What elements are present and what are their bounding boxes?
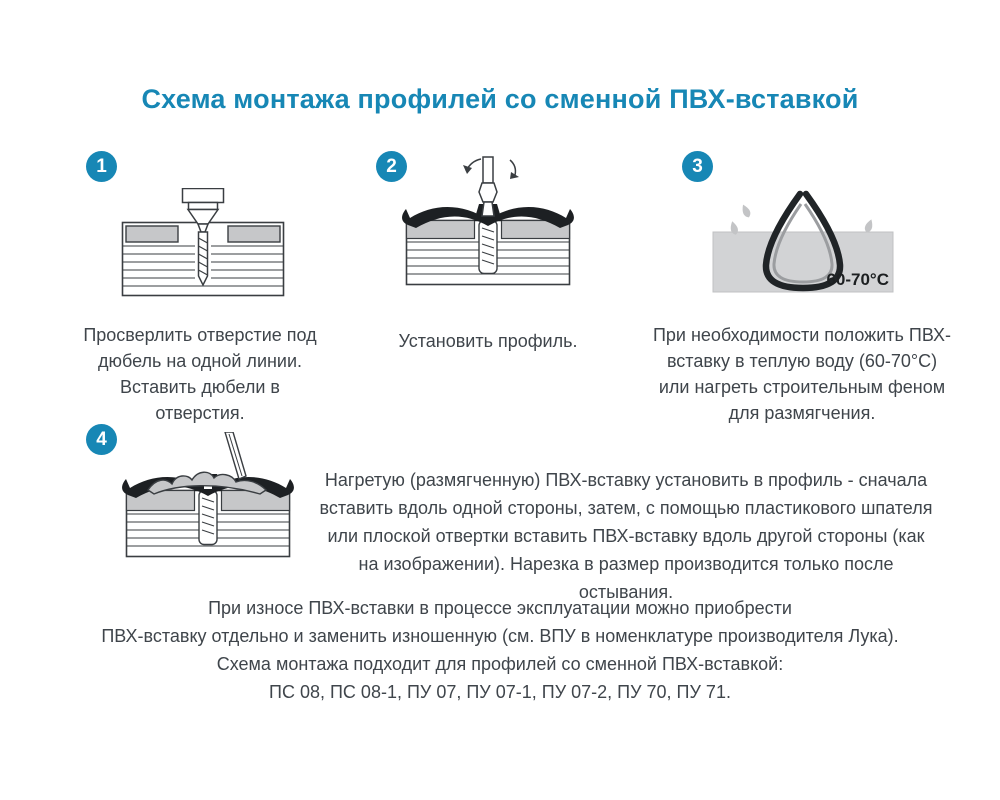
step-2-caption: Установить профиль. <box>398 331 578 351</box>
warm-water-icon <box>710 188 896 296</box>
dowel <box>479 221 497 274</box>
step-4-illustration <box>118 432 298 562</box>
step-2-badge: 2 <box>376 151 407 182</box>
footer-line: Схема монтажа подходит для профилей со сменной ПВХ-вставкой: <box>216 654 784 674</box>
insert-pvc-icon <box>118 432 298 562</box>
footer-line: ПВХ-вставку отдельно и заменить изношенную (см. ВПУ в номенклатуре производителя Лука). <box>101 626 899 646</box>
step-3-badge: 3 <box>682 151 713 182</box>
top-layer-left <box>126 226 178 242</box>
dowel <box>199 491 217 545</box>
footer-line: При износе ПВХ-вставки в процессе эксплуатации можно приобрести <box>208 598 792 618</box>
step-1-illustration <box>118 188 288 300</box>
step-2-illustration <box>398 156 578 294</box>
footer-line: ПС 08, ПС 08-1, ПУ 07, ПУ 07-1, ПУ 07-2, ПУ 70, ПУ 71. <box>269 682 731 702</box>
step-1-caption: Просверлить отверстие под дюбель на одной линии. Вставить дюбели в отверстия. <box>83 325 317 423</box>
step-3-caption: При необходимости положить ПВХ-вставку в теплую воду (60-70°С) или нагреть строительным феном для размягчения. <box>652 325 952 423</box>
step-4-caption: Нагретую (размягченную) ПВХ-вставку установить в профиль - сначала вставить вдоль одной стороны, затем, с помощью пластикового шпателя или плоской отвертки вставить ПВХ-вставку вдоль другой стороны (как на изображении). Нарезка в размер производится только после остывания. <box>319 470 933 602</box>
footer-note <box>0 594 1000 706</box>
step-1-badge: 1 <box>86 151 117 182</box>
step-4-badge: 4 <box>86 424 117 455</box>
step-3-illustration <box>710 188 896 296</box>
install-profile-icon <box>398 156 578 294</box>
page-title: Схема монтажа профилей со сменной ПВХ-вставкой <box>141 84 859 114</box>
top-layer-right <box>228 226 280 242</box>
water-temperature-label: 60-70°C <box>826 270 889 289</box>
water-droplets-icon <box>729 203 875 235</box>
drill-hole-icon <box>118 188 288 300</box>
